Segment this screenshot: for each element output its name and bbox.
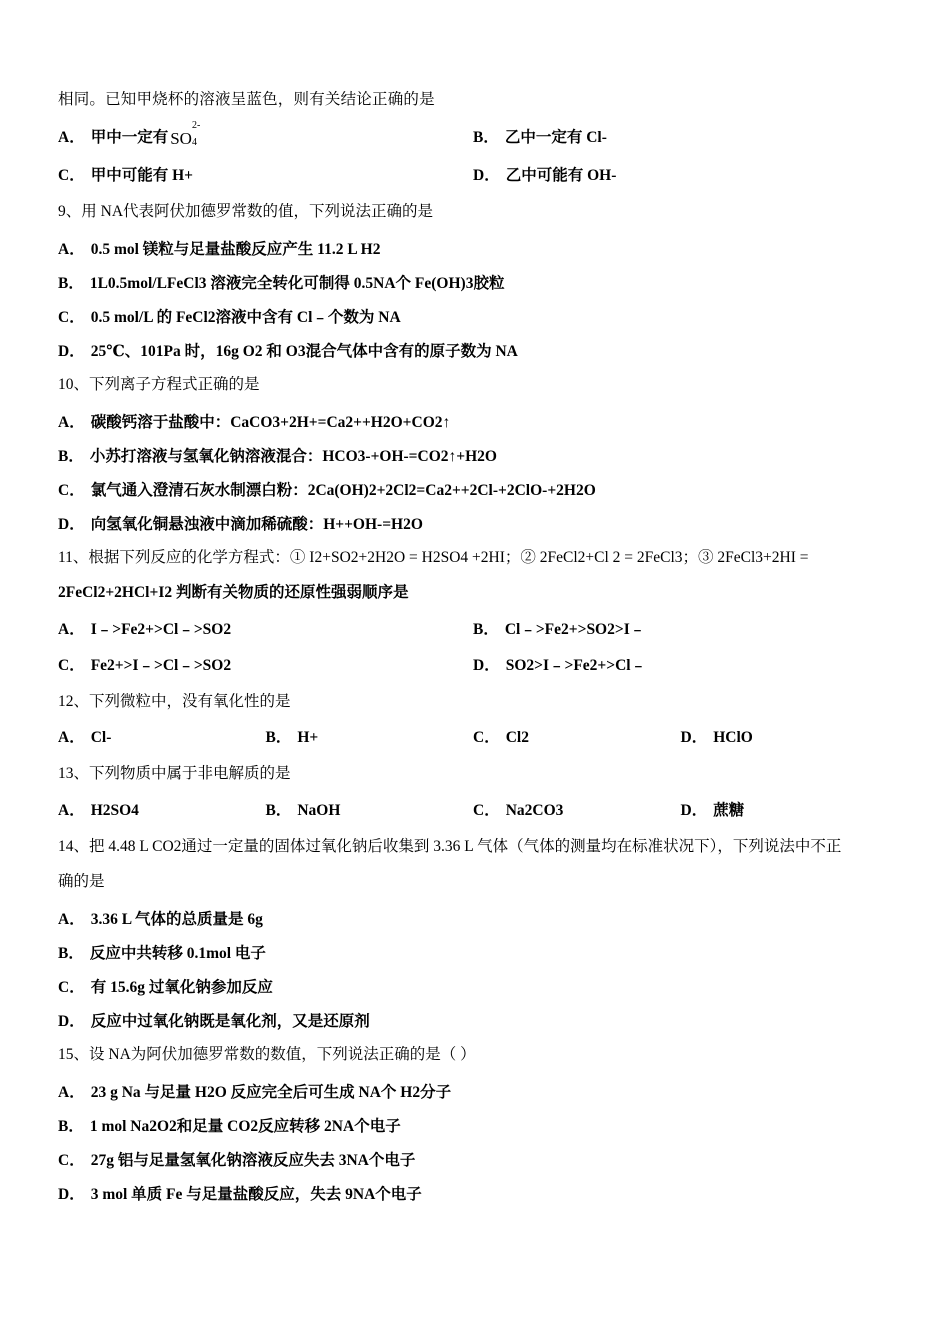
q11-options-row-2 bbox=[58, 654, 888, 678]
q15-option-c-text: 27g 铝与足量氢氧化钠溶液反应失去 3NA个电子 bbox=[90, 1151, 416, 1169]
option-label-c: C． bbox=[473, 802, 500, 820]
q13-option-a[interactable] bbox=[58, 799, 266, 823]
q8-option-c-text: 甲中可能有 H+ bbox=[90, 167, 193, 185]
option-label-a: A． bbox=[58, 802, 85, 820]
option-label-a: A． bbox=[58, 129, 85, 147]
q11-option-b[interactable] bbox=[473, 618, 888, 642]
intro-continuation-line: 相同。已知甲烧杯的溶液呈蓝色，则有关结论正确的是 bbox=[58, 91, 435, 108]
q9-option-c[interactable] bbox=[58, 305, 888, 327]
option-label-b: B． bbox=[473, 620, 499, 638]
option-label-c: C． bbox=[58, 656, 85, 674]
q11-options-row-1 bbox=[58, 618, 888, 642]
q11-option-c-text: Fe2+>I﹣>Cl﹣>SO2 bbox=[90, 656, 232, 674]
q8-option-b-text: 乙中一定有 Cl- bbox=[504, 129, 607, 147]
option-label-d: D． bbox=[680, 729, 708, 747]
option-label-c: C． bbox=[58, 481, 85, 499]
q9-option-c-text: 0.5 mol/L 的 FeCl2溶液中含有 Cl﹣个数为 NA bbox=[90, 309, 401, 327]
q10-option-d[interactable] bbox=[58, 512, 888, 534]
q8-option-d[interactable] bbox=[473, 164, 888, 188]
q10-option-b[interactable] bbox=[58, 444, 888, 466]
q11-option-d-text: SO2>I﹣>Fe2+>Cl﹣ bbox=[505, 656, 647, 674]
q14-option-d[interactable] bbox=[58, 1009, 888, 1031]
option-label-b: B． bbox=[265, 802, 292, 820]
q13-option-b[interactable] bbox=[266, 799, 474, 823]
q12-option-d[interactable] bbox=[681, 726, 889, 750]
q15-option-d-text: 3 mol 单质 Fe 与足量盐酸反应，失去 9NA个电子 bbox=[90, 1185, 422, 1203]
q13-options-row bbox=[58, 799, 888, 823]
sulfate-base: SO bbox=[170, 129, 192, 149]
option-label-d: D． bbox=[58, 343, 85, 361]
question-14-stem-line-2: 确的是 bbox=[58, 873, 105, 891]
option-label-b: B． bbox=[58, 275, 84, 293]
option-label-a: A． bbox=[58, 413, 85, 431]
option-label-a: A． bbox=[58, 729, 85, 747]
q14-option-a-text: 3.36 L 气体的总质量是 6g bbox=[90, 910, 263, 928]
q15-option-d[interactable] bbox=[58, 1182, 888, 1204]
option-label-c: C． bbox=[473, 729, 500, 747]
option-label-c: C． bbox=[58, 309, 85, 327]
q12-option-a-text: Cl- bbox=[90, 729, 112, 747]
q8-options-row-2 bbox=[58, 164, 888, 188]
question-11-stem-line-1: 11、根据下列反应的化学方程式：① I2+SO2+2H2O = H2SO4 +2HI；② 2FeCl2+Cl 2 = 2FeCl3；③ 2FeCl3+2HI = bbox=[58, 548, 809, 566]
q14-option-a[interactable] bbox=[58, 907, 888, 929]
q8-option-a-text: 甲中一定有 bbox=[90, 129, 169, 147]
q12-options-row bbox=[58, 726, 888, 750]
q11-option-c[interactable] bbox=[58, 654, 473, 678]
q9-option-b-text: 1L0.5mol/LFeCl3 溶液完全转化可制得 0.5NA个 Fe(OH)3胶粒 bbox=[89, 275, 505, 293]
q13-option-a-text: H2SO4 bbox=[90, 802, 139, 820]
option-label-d: D． bbox=[680, 802, 708, 820]
q14-option-d-text: 反应中过氧化钠既是氧化剂，又是还原剂 bbox=[90, 1012, 370, 1030]
q14-option-c[interactable] bbox=[58, 975, 888, 997]
option-label-b: B． bbox=[58, 1117, 84, 1135]
question-11-stem-line-2: 2FeCl2+2HCl+I2 判断有关物质的还原性强弱顺序是 bbox=[58, 583, 409, 601]
q14-option-b-text: 反应中共转移 0.1mol 电子 bbox=[89, 944, 266, 962]
sulfate-subscript: 4 bbox=[191, 137, 197, 149]
q15-option-b[interactable] bbox=[58, 1114, 888, 1136]
q8-option-d-text: 乙中可能有 OH- bbox=[505, 167, 617, 185]
q8-option-a[interactable] bbox=[58, 120, 473, 152]
q12-option-d-text: HClO bbox=[713, 729, 753, 747]
q11-option-d[interactable] bbox=[473, 654, 888, 678]
q9-option-b[interactable] bbox=[58, 271, 888, 293]
q12-option-c[interactable] bbox=[473, 726, 681, 750]
question-12-stem: 12、下列微粒中，没有氧化性的是 bbox=[58, 692, 291, 710]
q9-option-a-text: 0.5 mol 镁粒与足量盐酸反应产生 11.2 L H2 bbox=[90, 241, 381, 259]
q10-option-b-text: 小苏打溶液与氢氧化钠溶液混合：HCO3-+OH-=CO2↑+H2O bbox=[89, 447, 497, 465]
q13-option-c[interactable] bbox=[473, 799, 681, 823]
option-label-d: D． bbox=[58, 1185, 85, 1203]
q12-option-b-text: H+ bbox=[297, 729, 319, 747]
q15-option-c[interactable] bbox=[58, 1148, 888, 1170]
option-label-c: C． bbox=[58, 978, 85, 996]
q8-option-c[interactable] bbox=[58, 164, 473, 188]
q9-option-a[interactable] bbox=[58, 237, 888, 259]
q15-option-a-text: 23 g Na 与足量 H2O 反应完全后可生成 NA个 H2分子 bbox=[90, 1083, 452, 1101]
q10-option-c[interactable] bbox=[58, 478, 888, 500]
option-label-c: C． bbox=[58, 167, 85, 185]
option-label-a: A． bbox=[58, 241, 85, 259]
q9-option-d[interactable] bbox=[58, 339, 888, 361]
q13-option-c-text: Na2CO3 bbox=[505, 802, 564, 820]
q10-option-a[interactable] bbox=[58, 410, 888, 432]
option-label-d: D． bbox=[58, 1012, 85, 1030]
option-label-a: A． bbox=[58, 620, 85, 638]
q11-option-b-text: Cl﹣>Fe2+>SO2>I﹣ bbox=[504, 620, 646, 638]
q15-option-b-text: 1 mol Na2O2和足量 CO2反应转移 2NA个电子 bbox=[89, 1117, 401, 1135]
question-15-stem: 15、设 NA为阿伏加德罗常数的数值，下列说法正确的是（ ） bbox=[58, 1045, 476, 1063]
option-label-d: D． bbox=[473, 656, 500, 674]
option-label-b: B． bbox=[473, 129, 499, 147]
question-14-stem-line-1: 14、把 4.48 L CO2通过一定量的固体过氧化钠后收集到 3.36 L 气体（气体的测量均在标准状况下），下列说法中不正 bbox=[58, 838, 842, 856]
option-label-b: B． bbox=[265, 729, 292, 747]
q15-option-a[interactable] bbox=[58, 1080, 888, 1102]
q13-option-d-text: 蔗糖 bbox=[713, 802, 745, 820]
option-label-a: A． bbox=[58, 1083, 85, 1101]
q8-option-b[interactable] bbox=[473, 126, 888, 152]
option-label-d: D． bbox=[473, 167, 500, 185]
question-10-stem: 10、下列离子方程式正确的是 bbox=[58, 376, 260, 394]
q10-option-a-text: 碳酸钙溶于盐酸中：CaCO3+2H+=Ca2++H2O+CO2↑ bbox=[90, 413, 451, 431]
q14-option-c-text: 有 15.6g 过氧化钠参加反应 bbox=[90, 978, 273, 996]
q13-option-d[interactable] bbox=[681, 799, 889, 823]
option-label-b: B． bbox=[58, 944, 84, 962]
q11-option-a-text: I﹣>Fe2+>Cl﹣>SO2 bbox=[90, 620, 232, 638]
option-label-a: A． bbox=[58, 910, 85, 928]
q12-option-a[interactable] bbox=[58, 726, 266, 750]
q11-option-a[interactable] bbox=[58, 618, 473, 642]
option-label-c: C． bbox=[58, 1151, 85, 1169]
q10-option-c-text: 氯气通入澄清石灰水制漂白粉：2Ca(OH)2+2Cl2=Ca2++2Cl-+2ClO-+2H2O bbox=[90, 481, 596, 499]
question-13-stem: 13、下列物质中属于非电解质的是 bbox=[58, 765, 291, 783]
q9-option-d-text: 25℃、101Pa 时，16g O2 和 O3混合气体中含有的原子数为 NA bbox=[90, 343, 518, 361]
q10-option-d-text: 向氢氧化铜悬浊液中滴加稀硫酸：H++OH-=H2O bbox=[90, 515, 423, 533]
sulfate-charge: 2- bbox=[191, 120, 201, 132]
q12-option-b[interactable] bbox=[266, 726, 474, 750]
q8-options-row-1 bbox=[58, 120, 888, 152]
option-label-d: D． bbox=[58, 515, 85, 533]
sulfate-ion-formula bbox=[170, 120, 201, 152]
option-label-b: B． bbox=[58, 447, 84, 465]
q14-option-b[interactable] bbox=[58, 941, 888, 963]
question-9-stem: 9、用 NA代表阿伏加德罗常数的值，下列说法正确的是 bbox=[58, 203, 434, 221]
q12-option-c-text: Cl2 bbox=[505, 729, 529, 747]
q13-option-b-text: NaOH bbox=[297, 802, 341, 820]
